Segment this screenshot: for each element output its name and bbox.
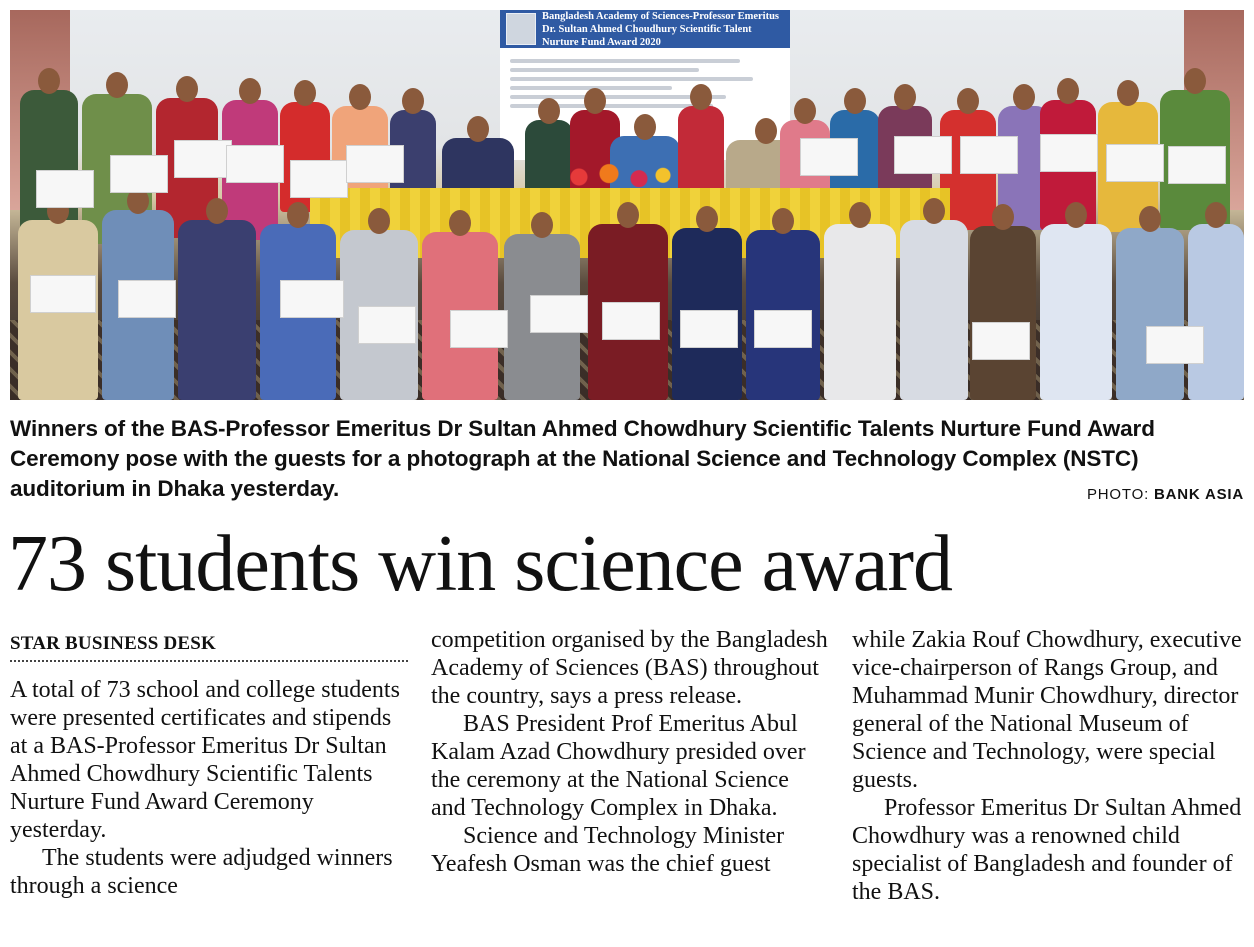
certificate: [358, 306, 416, 344]
certificate: [972, 322, 1030, 360]
seated-student: [1116, 228, 1184, 400]
certificate: [754, 310, 812, 348]
certificate: [602, 302, 660, 340]
seated-student: [900, 220, 968, 400]
article-column-3: [852, 626, 1250, 906]
certificate: [226, 145, 284, 183]
certificate: [450, 310, 508, 348]
paragraph: while Zakia Rouf Chowdhury, executive vice-chairperson of Rangs Group, and Muhammad Munir Chowdhury, director general of the National Museum of Science and Technology, were special guests.: [852, 627, 1242, 793]
headline: 73 students win science award: [8, 520, 953, 608]
certificate: [280, 280, 344, 318]
standing-person: [678, 106, 724, 198]
certificate: [290, 160, 348, 198]
certificate: [174, 140, 232, 178]
certificate: [1106, 144, 1164, 182]
certificate: [1168, 146, 1226, 184]
certificate: [1146, 326, 1204, 364]
certificate: [110, 155, 168, 193]
paragraph: BAS President Prof Emeritus Abul Kalam Azad Chowdhury presided over the ceremony at the National Science and Technology Complex in Dhaka.: [431, 711, 806, 821]
certificate: [36, 170, 94, 208]
group-photo: [10, 10, 1244, 400]
byline: STAR BUSINESS DESK: [10, 633, 216, 654]
certificate: [800, 138, 858, 176]
paragraph: A total of 73 school and college students were presented certificates and stipends at a BAS-Professor Emeritus Dr Sultan Ahmed Chowdhury Scientific Talents Nurture Fund Award Ceremony yesterday.: [10, 677, 400, 843]
seated-student: [1188, 224, 1244, 400]
paragraph: The students were adjudged winners through a science: [10, 845, 393, 899]
paragraph: Science and Technology Minister Yeafesh Osman was the chief guest: [431, 823, 785, 877]
certificate: [118, 280, 176, 318]
paragraph: Professor Emeritus Dr Sultan Ahmed Chowdhury was a renowned child specialist of Bangladesh and founder of the BAS.: [852, 795, 1242, 905]
banner-portrait: [506, 13, 536, 45]
article-column-1: [10, 626, 408, 900]
photo-credit-source: BANK ASIA: [1154, 486, 1244, 503]
paragraph: competition organised by the Bangladesh Academy of Sciences (BAS) throughout the country, says a press release.: [431, 627, 828, 709]
banner-title: Bangladesh Academy of Sciences-Professor Emeritus Dr. Sultan Ahmed Choudhury Scientific Talent Nurture Fund Award 2020: [542, 10, 780, 48]
photo-credit-label: PHOTO:: [1087, 486, 1150, 503]
certificate: [1040, 134, 1098, 172]
photo-caption: Winners of the BAS-Professor Emeritus Dr Sultan Ahmed Chowdhury Scientific Talents Nurture Fund Award Ceremony pose with the guests for a photograph at the National Science and Technology Complex (NSTC) auditorium in Dhaka yesterday.: [10, 416, 1155, 501]
seated-student: [824, 224, 896, 400]
byline-divider: [10, 660, 408, 662]
certificate: [30, 275, 96, 313]
seated-student: [178, 220, 256, 400]
certificate: [680, 310, 738, 348]
photo-credit: [1087, 486, 1244, 503]
certificate: [960, 136, 1018, 174]
certificate: [530, 295, 588, 333]
certificate: [346, 145, 404, 183]
seated-student: [970, 226, 1036, 400]
article-column-2: [431, 626, 829, 878]
certificate: [894, 136, 952, 174]
seated-student: [1040, 224, 1112, 400]
